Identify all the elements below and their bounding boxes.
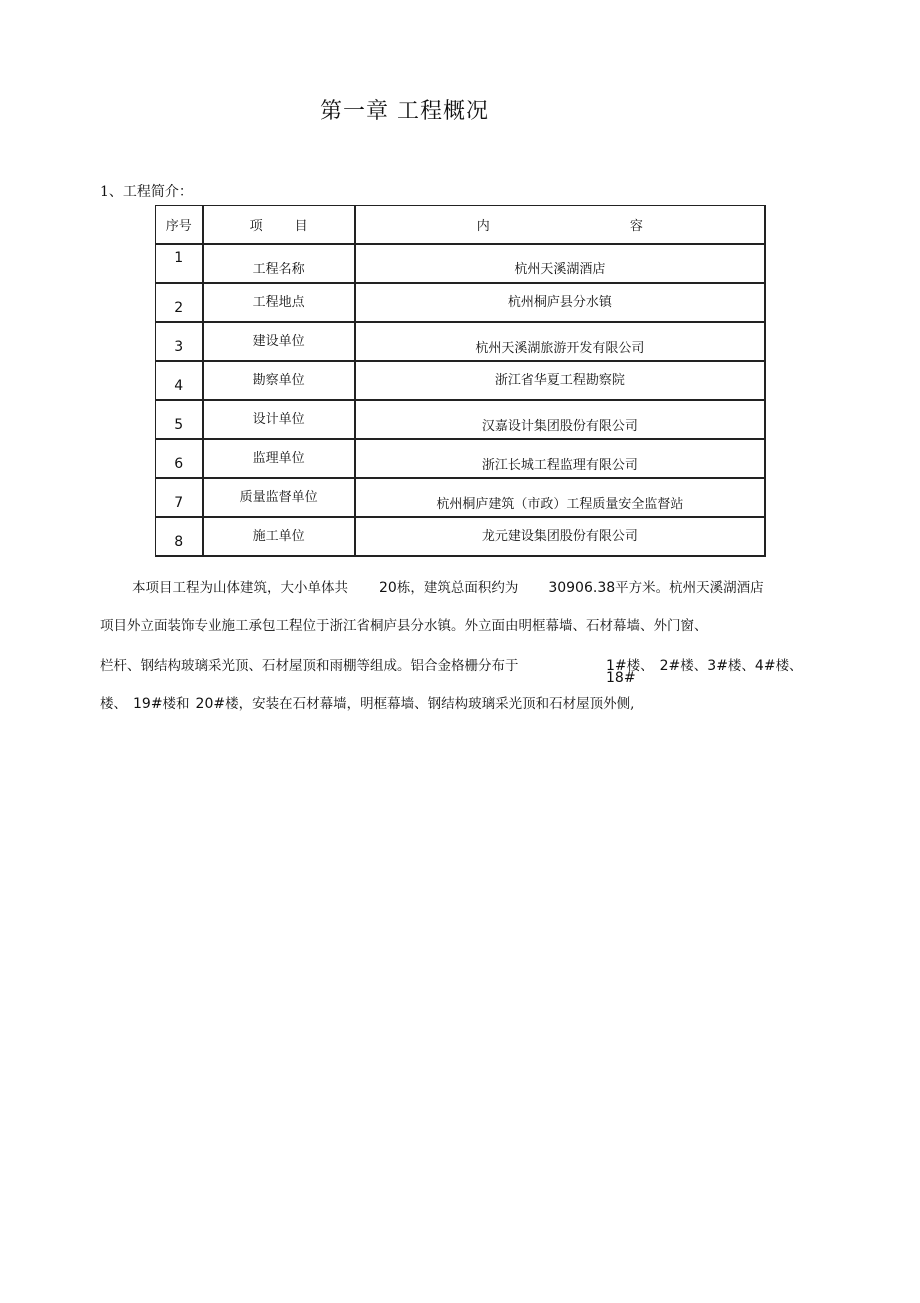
paragraph-number: 4# xyxy=(754,658,776,674)
row-content: 龙元建设集团股份有限公司 xyxy=(481,529,638,544)
row-item: 勘察单位 xyxy=(252,373,305,388)
paragraph-number: 20 xyxy=(379,580,397,596)
paragraph-line xyxy=(100,692,634,712)
table-header-row xyxy=(156,206,766,245)
paragraph-text: 楼、 xyxy=(100,696,127,712)
table-row xyxy=(156,283,766,322)
paragraph-text: 楼，安装在石材幕墙，明框幕墙、钢结构玻璃采光顶和石材屋顶外侧, xyxy=(225,696,635,712)
paragraph-line-building-18 xyxy=(606,670,636,686)
table-row xyxy=(156,400,766,439)
paragraph-number: 20# xyxy=(195,696,226,712)
table-row xyxy=(156,478,766,517)
paragraph-number: 18# xyxy=(606,670,636,686)
paragraph-text: 楼、 xyxy=(727,658,755,674)
paragraph-text: 楼、 xyxy=(680,658,708,674)
paragraph-text: 楼和 xyxy=(162,696,190,712)
table-row xyxy=(156,361,766,400)
project-info-table xyxy=(155,205,766,557)
paragraph-text: 项目外立面装饰专业施工承包工程位于浙江省桐庐县分水镇。外立面由明框幕墙、石材幕墙、外门窗、 xyxy=(100,618,708,634)
section-heading: 1、工程简介： xyxy=(100,184,193,200)
paragraph-number: 2# xyxy=(659,658,681,674)
header-content-part-b: 容 xyxy=(629,219,643,234)
row-item: 工程名称 xyxy=(252,262,305,277)
row-item: 建设单位 xyxy=(252,334,305,349)
paragraph-text: 平方米。杭州天溪湖酒店 xyxy=(615,580,764,596)
table-row xyxy=(156,244,766,283)
chapter-title: 第一章 工程概况 xyxy=(320,99,489,124)
row-number: 8 xyxy=(174,533,184,550)
paragraph-text: 楼、 xyxy=(626,658,654,674)
paragraph-line xyxy=(100,654,519,674)
row-content: 杭州天溪湖旅游开发有限公司 xyxy=(475,341,645,356)
paragraph-line xyxy=(132,576,764,596)
paragraph-number: 3# xyxy=(707,658,728,674)
row-item: 施工单位 xyxy=(252,529,305,544)
row-number: 6 xyxy=(174,455,184,472)
header-item-part-b: 目 xyxy=(294,219,308,234)
paragraph-line xyxy=(100,614,708,634)
row-number: 4 xyxy=(174,377,184,394)
paragraph-text: 楼、 xyxy=(775,658,803,674)
table-row xyxy=(156,322,766,361)
paragraph-number: 19# xyxy=(133,696,163,712)
row-number: 7 xyxy=(174,494,184,511)
table-row xyxy=(156,517,766,556)
row-number: 5 xyxy=(174,416,184,433)
paragraph-number: 30906.38 xyxy=(548,580,616,596)
row-content: 杭州桐庐县分水镇 xyxy=(507,295,612,310)
paragraph-number: 1# xyxy=(606,658,627,674)
table-row xyxy=(156,439,766,478)
paragraph-text: 栋，建筑总面积约为 xyxy=(396,580,519,596)
header-content xyxy=(355,206,765,245)
row-content: 杭州桐庐建筑（市政）工程质量安全监督站 xyxy=(436,497,684,512)
row-number: 3 xyxy=(174,338,184,355)
paragraph-text: 栏杆、钢结构玻璃采光顶、石材屋顶和雨棚等组成。铝合金格栅分布于 xyxy=(100,658,519,674)
row-item: 设计单位 xyxy=(252,412,305,427)
header-no: 序号 xyxy=(156,206,203,245)
row-item: 质量监督单位 xyxy=(239,490,318,505)
row-item: 监理单位 xyxy=(252,451,305,466)
header-item xyxy=(203,206,355,245)
paragraph-text: 本项目工程为山体建筑，大小单体共 xyxy=(132,580,348,596)
row-number: 2 xyxy=(174,299,184,316)
row-content: 浙江省华夏工程勘察院 xyxy=(494,373,625,388)
header-item-part-a: 项 xyxy=(249,219,263,234)
row-content: 杭州天溪湖酒店 xyxy=(514,262,606,277)
row-content: 浙江长城工程监理有限公司 xyxy=(481,458,638,473)
row-content: 汉嘉设计集团股份有限公司 xyxy=(481,419,638,434)
header-content-part-a: 内 xyxy=(476,219,490,234)
row-number: 1 xyxy=(174,249,184,266)
row-item: 工程地点 xyxy=(252,295,305,310)
